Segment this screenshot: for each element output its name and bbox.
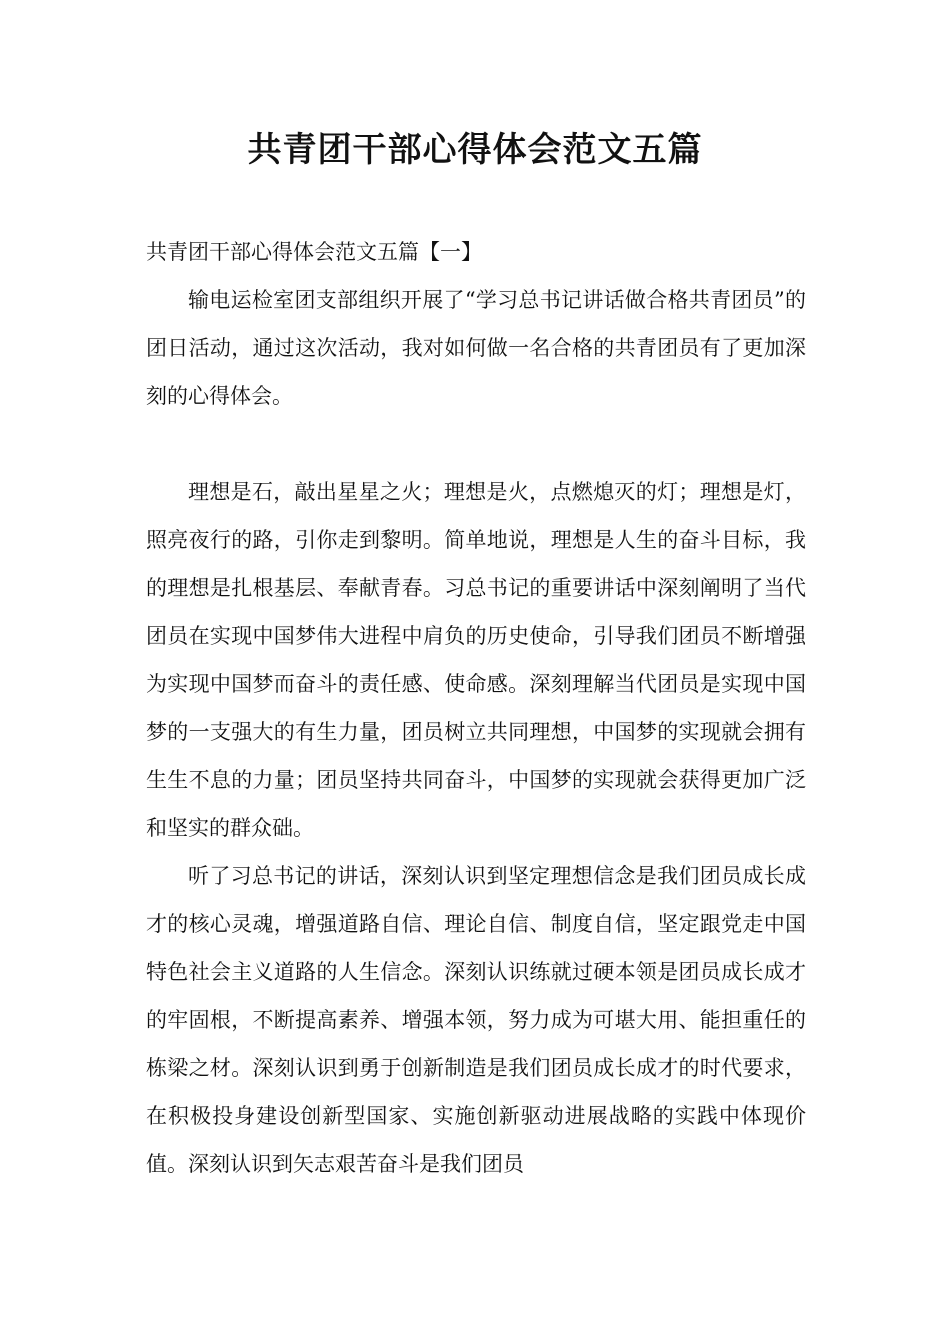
paragraph-2: 理想是石，敲出星星之火；理想是火，点燃熄灭的灯；理想是灯，照亮夜行的路，引你走到黎明。简单地说，理想是人生的奋斗目标，我的理想是扎根基层、奉献青春。习总书记的重要讲话中深刻阐明了当代团员在实现中国梦伟大进程中肩负的历史使命，引导我们团员不断增强为实现中国梦而奋斗的责任感、使命感。深刻理解当代团员是实现中国梦的一支强大的有生力量，团员树立共同理想，中国梦的实现就会拥有生生不息的力量；团员坚持共同奋斗，中国梦的实现就会获得更加广泛和坚实的群众础。 [146,480,806,840]
section-heading: 共青团干部心得体会范文五篇【一】 [146,240,482,264]
paragraph-3: 听了习总书记的讲话，深刻认识到坚定理想信念是我们团员成长成才的核心灵魂，增强道路自信、理论自信、制度自信，坚定跟党走中国特色社会主义道路的人生信念。深刻认识练就过硬本领是团员成长成才的牢固根，不断提高素养、增强本领，努力成为可堪大用、能担重任的栋梁之材。深刻认识到勇于创新制造是我们团员成长成才的时代要求，在积极投身建设创新型国家、实施创新驱动进展战略的实践中体现价值。深刻认识到矢志艰苦奋斗是我们团员 [146,864,806,1176]
paragraph-1: 输电运检室团支部组织开展了“学习总书记讲话做合格共青团员”的团日活动，通过这次活动，我对如何做一名合格的共青团员有了更加深刻的心得体会。 [146,288,806,408]
paragraph-spacer [146,420,806,468]
document-title: 共青团干部心得体会范文五篇 [247,130,703,170]
document-body [146,228,806,1188]
